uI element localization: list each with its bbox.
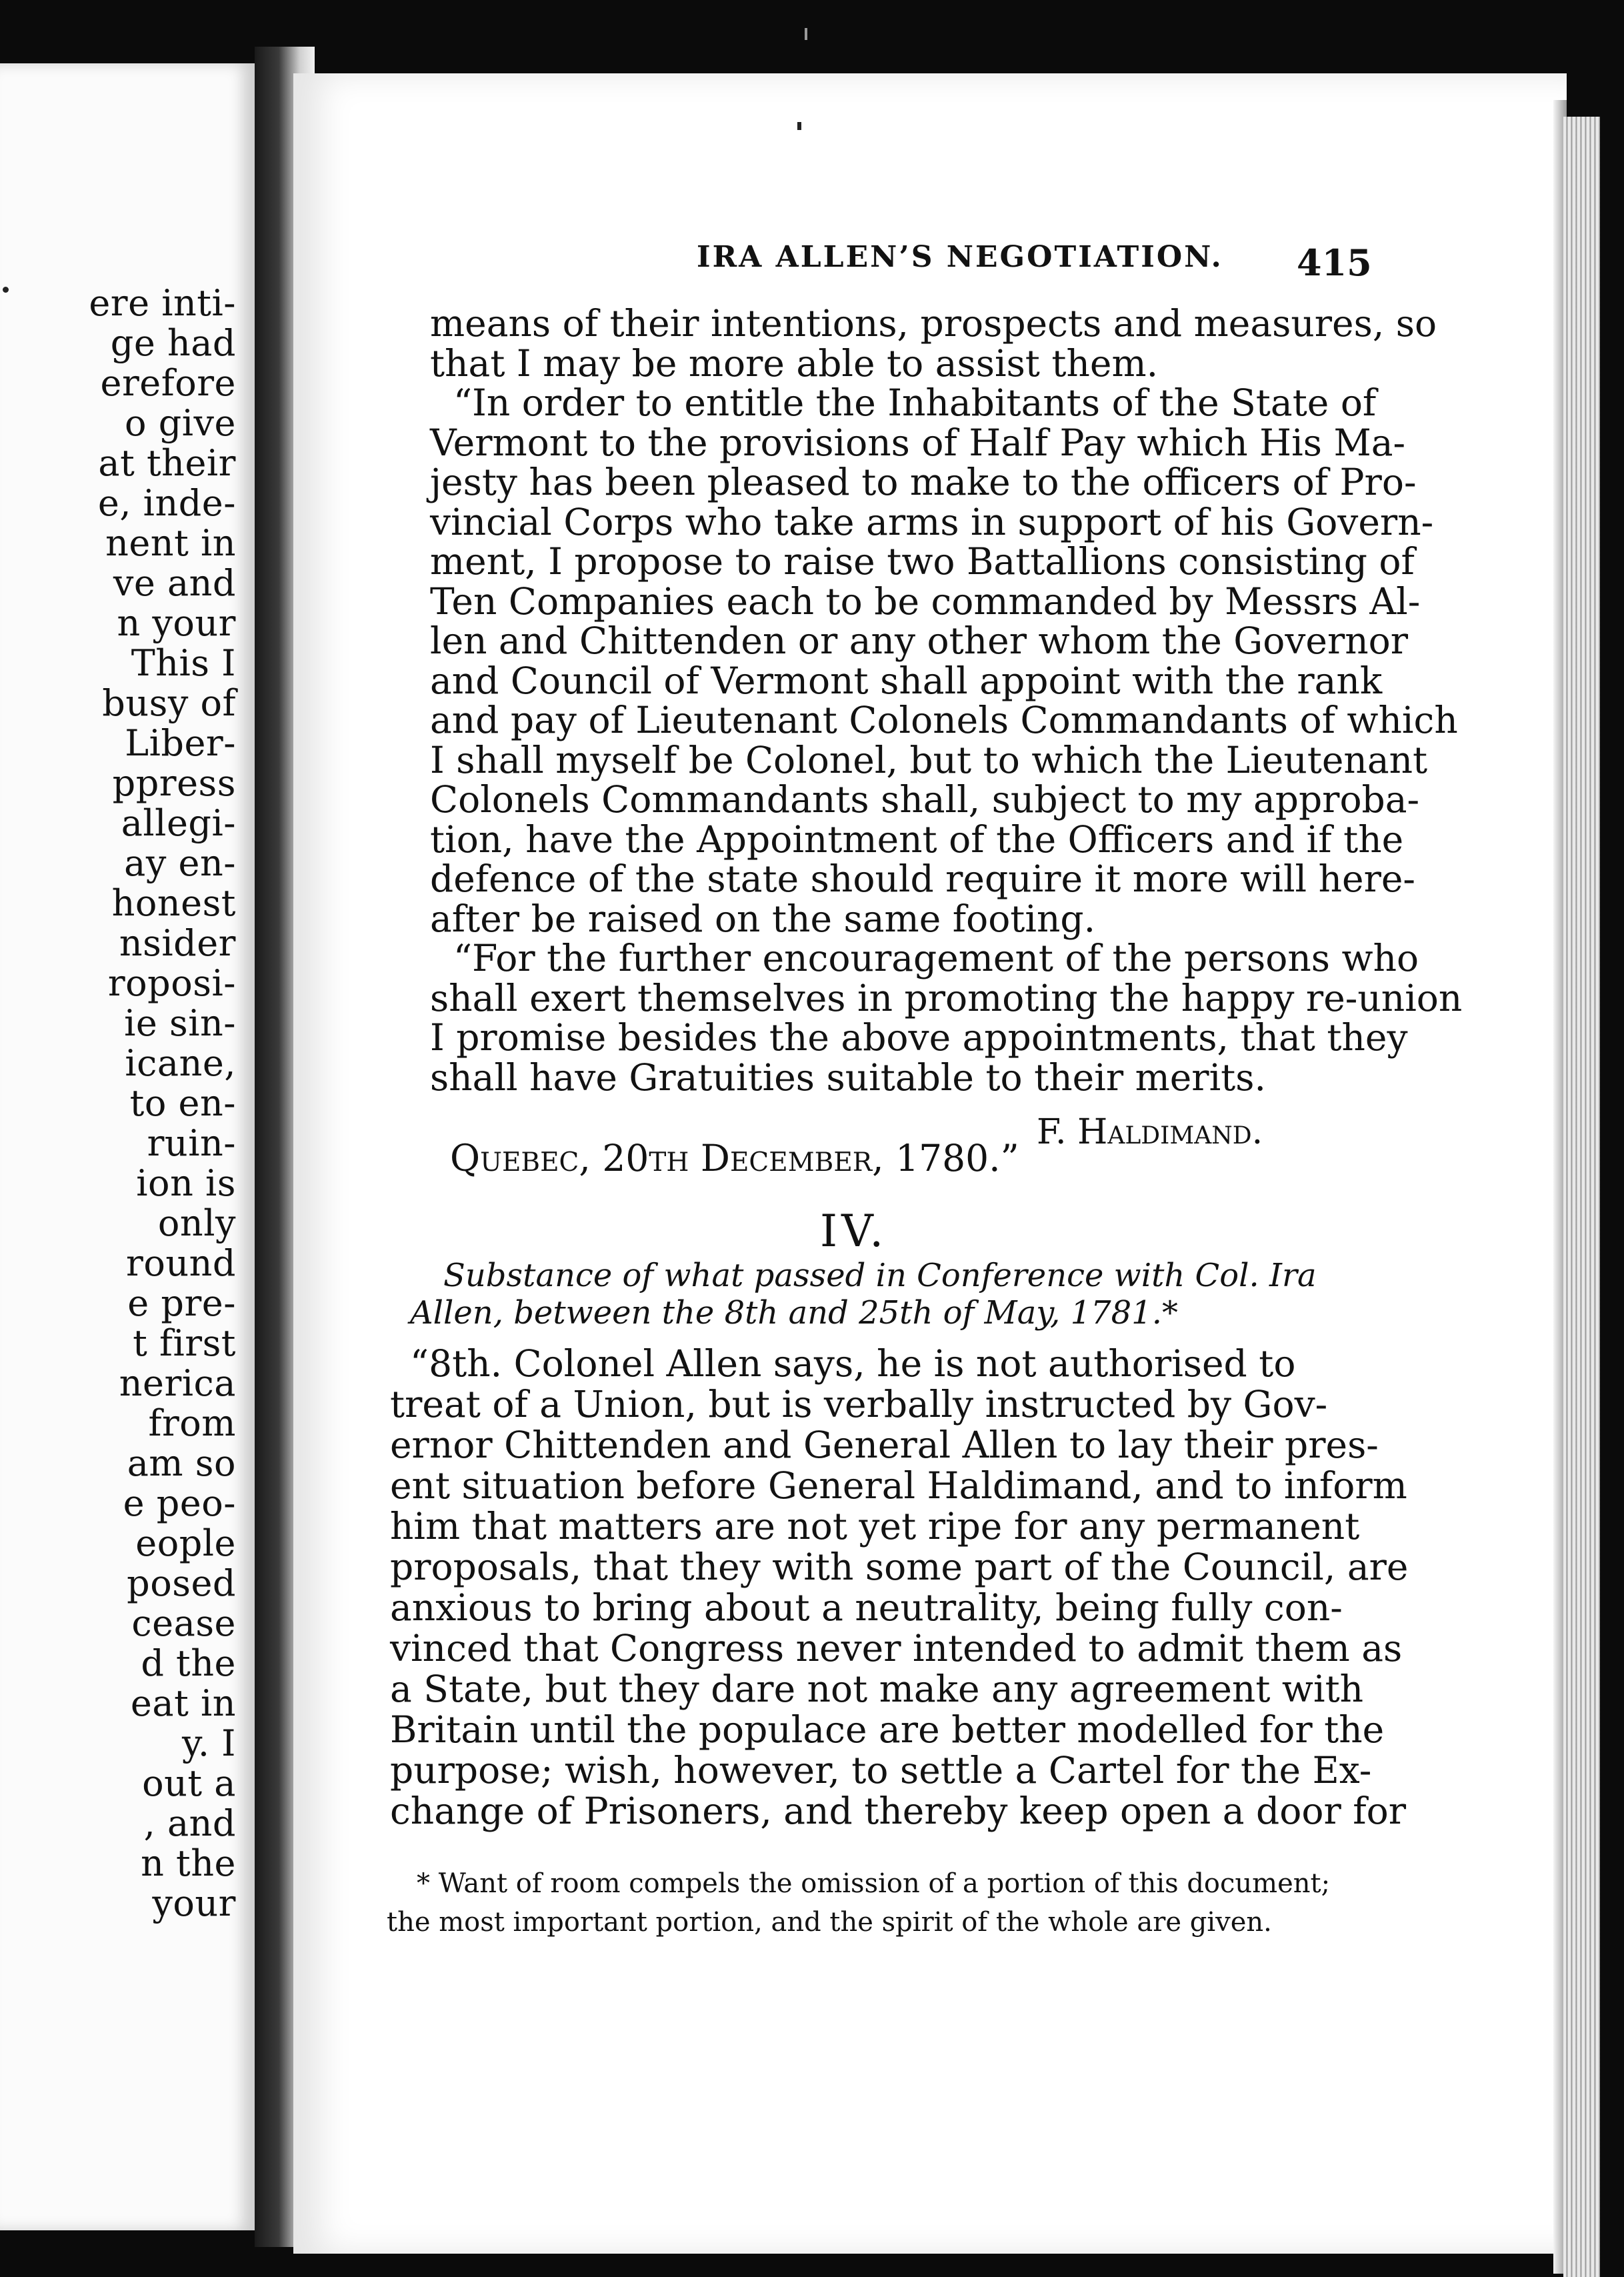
ink-speck [805,28,807,40]
body-line: “In order to entitle the Inhabitants of the State of [453,381,1377,424]
body-line: him that matters are not yet ripe for any permanent [390,1505,1360,1548]
left-line-fragment: roposi- [107,962,236,1004]
body-line: and Council of Vermont shall appoint with the rank [430,659,1383,702]
body-line: treat of a Union, but is verbally instructed by Gov- [390,1383,1328,1426]
left-line-fragment: eat in [130,1682,236,1724]
left-line-fragment: Liber- [125,722,236,764]
body-line: “8th. Colonel Allen says, he is not authorised to [410,1342,1296,1385]
body-line: vinced that Congress never intended to admit them as [390,1627,1403,1670]
body-line: vincial Corps who take arms in support of his Govern- [430,500,1434,543]
body-line: change of Prisoners, and thereby keep open a door for [390,1790,1407,1832]
left-line-fragment: ion is [136,1162,236,1204]
left-line-fragment: ve and [113,562,236,604]
section-number: IV. [820,1206,888,1257]
left-line-fragment: at their [98,442,236,484]
left-line-fragment: y. I [182,1722,236,1764]
left-line-fragment: cease [131,1602,236,1644]
body-line: len and Chittenden or any other whom the Governor [430,619,1409,662]
left-line-fragment: from [148,1402,236,1444]
left-line-fragment: ere inti- [89,282,236,324]
left-line-fragment: am so [127,1442,236,1484]
left-line-fragment: t first [133,1322,236,1364]
body-line: shall exert themselves in promoting the happy re-union [430,976,1463,1019]
footnote-line: the most important portion, and the spirit of the whole are given. [387,1907,1272,1938]
left-line-fragment: your [152,1882,236,1924]
body-line: ment, I propose to raise two Battallions consisting of [430,540,1415,583]
body-line: ernor Chittenden and General Allen to lay their pres- [390,1424,1379,1466]
footnote-line: * Want of room compels the omission of a portion of this document; [417,1868,1331,1899]
body-line: Colonels Commandants shall, subject to my approba- [430,778,1420,821]
left-line-fragment: ruin- [147,1122,236,1164]
left-line-fragment: nsider [119,922,236,964]
body-line: and pay of Lieutenant Colonels Commandants of which [430,699,1458,741]
body-line: shall have Gratuities suitable to their merits. [430,1055,1266,1099]
left-line-fragment: eople [135,1522,236,1564]
left-line-fragment: n the [141,1842,236,1884]
left-line-fragment: round [126,1242,236,1284]
body-line: ent situation before General Haldimand, and to inform [390,1464,1407,1507]
body-line: I shall myself be Colonel, but to which the Lieutenant [430,738,1428,781]
left-page-text-fragments [0,63,255,2230]
left-line-fragment: n your [117,602,236,644]
body-line: a State, but they dare not make any agreement with [390,1668,1364,1710]
body-line: proposals, that they with some part of the Council, are [390,1546,1409,1588]
running-head: IRA ALLEN’S NEGOTIATION. [697,240,1223,274]
left-line-fragment: ge had [110,322,236,364]
ink-speck [797,122,801,130]
left-line-fragment: to en- [129,1082,236,1124]
left-line-fragment: e, inde- [97,482,236,524]
left-line-fragment: nent in [105,522,236,564]
body-line: Vermont to the provisions of Half Pay which His Ma- [430,421,1406,464]
left-line-fragment: d the [141,1642,236,1684]
signature: F. Haldimand. [1037,1112,1263,1152]
section-heading-line: Substance of what passed in Conference with Col. Ira [443,1257,1317,1294]
body-line: tion, have the Appointment of the Officers and if the [430,817,1404,861]
left-line-fragment: This I [131,642,236,684]
page-number: 415 [1297,241,1372,284]
left-line-fragment: only [157,1202,236,1244]
left-line-fragment: out a [142,1762,236,1804]
body-line: that I may be more able to assist them. [430,341,1159,385]
left-line-fragment: posed [127,1562,236,1604]
body-line: Ten Companies each to be commanded by Messrs Al- [430,579,1421,623]
body-line: Britain until the populace are better modelled for the [390,1708,1385,1751]
dateline: Quebec, 20th December, 1780.” [450,1137,1019,1180]
left-line-fragment: , and [143,1802,236,1844]
left-facing-page [0,63,255,2230]
body-line: after be raised on the same footing. [430,897,1096,940]
body-line: jesty has been pleased to make to the officers of Pro- [430,461,1417,503]
left-line-fragment: e pre- [127,1282,236,1324]
section-heading-line: Allen, between the 8th and 25th of May, 1781.* [410,1294,1178,1332]
body-line: means of their intentions, prospects and measures, so [430,302,1437,345]
body-line: purpose; wish, however, to settle a Cartel for the Ex- [390,1749,1372,1792]
left-line-fragment: allegi- [121,802,236,844]
left-line-fragment: o give [125,402,236,444]
left-line-fragment: ppress [112,762,236,804]
left-line-fragment: e peo- [123,1482,236,1524]
left-line-fragment: busy of [102,682,236,724]
left-line-fragment: ie sin- [124,1002,236,1044]
body-line: “For the further encouragement of the persons who [453,937,1419,979]
left-line-fragment: erefore [100,362,236,404]
left-line-fragment: icane, [125,1042,236,1084]
body-line: defence of the state should require it more will here- [430,857,1416,900]
page-edges [1563,117,1600,2277]
left-line-fragment: ay en- [124,842,236,884]
body-line: anxious to bring about a neutrality, being fully con- [390,1586,1343,1629]
left-line-fragment: nerica [119,1362,236,1404]
body-line: I promise besides the above appointments, that they [430,1016,1408,1059]
left-line-fragment: honest [111,882,236,924]
